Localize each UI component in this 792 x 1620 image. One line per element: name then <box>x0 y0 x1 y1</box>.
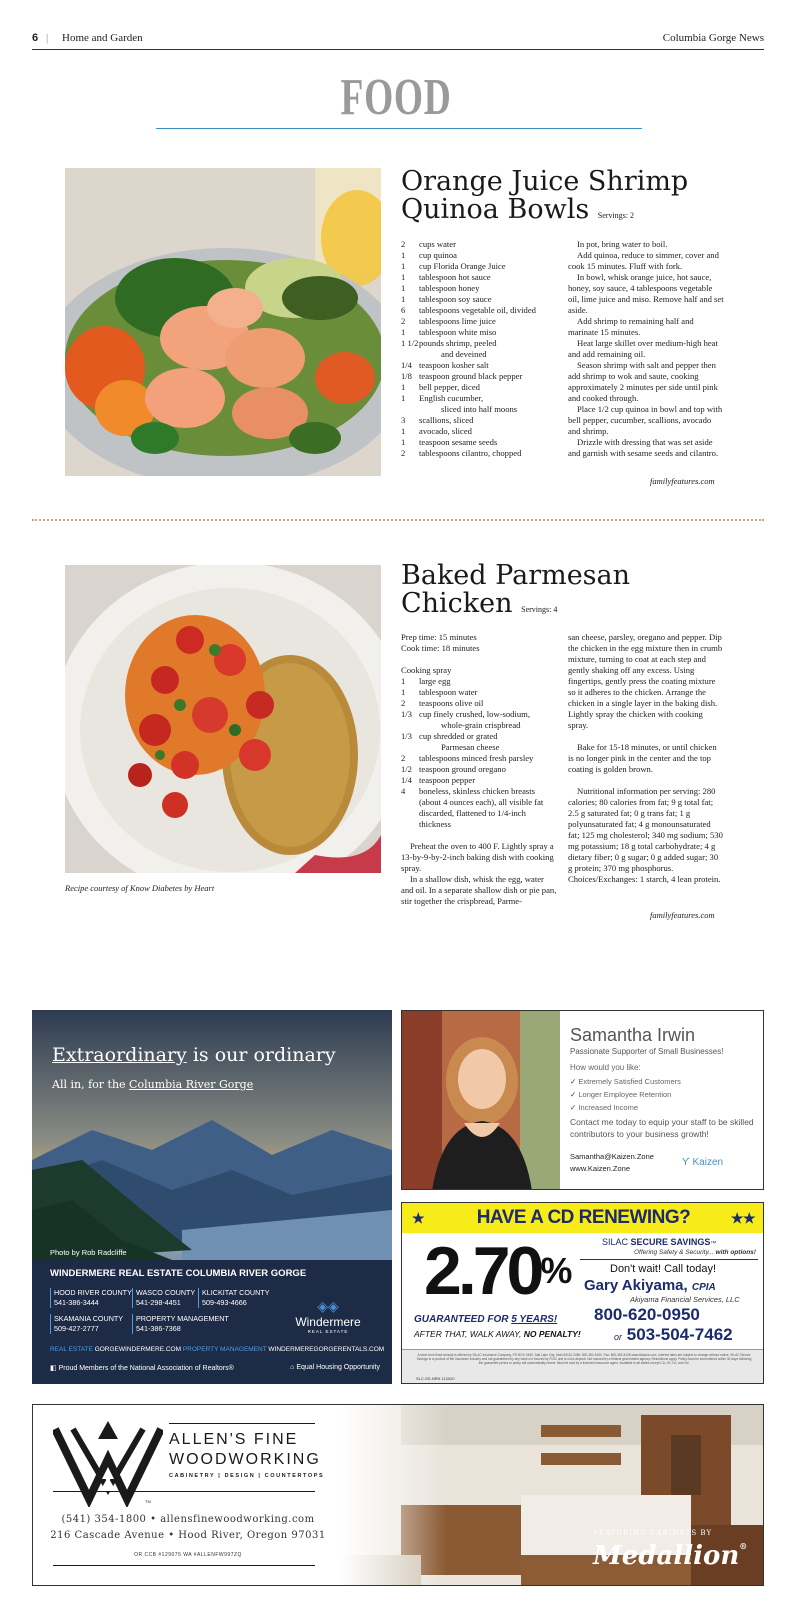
ingredient-row <box>401 797 557 808</box>
ingredient-quantity: 1 <box>401 437 406 447</box>
cd-code: SLC-SS-NRN 112020 <box>416 1376 455 1381</box>
direction-paragraph: Preheat the oven to 400 F. Lightly spray a 13-by-9-by-2-inch baking dish with cooking spray. <box>401 841 554 873</box>
ingredient-row <box>401 261 561 272</box>
ingredient-text: teaspoon sesame seeds <box>419 437 498 447</box>
ingredient-quantity <box>401 808 419 819</box>
ingredient-text: scallions, sliced <box>419 415 474 425</box>
equal-housing-icon: ⌂ <box>290 1364 295 1371</box>
bullet-item <box>570 1075 681 1088</box>
ingredient-row <box>401 338 561 349</box>
ingredient-text: Parmesan cheese <box>441 742 500 752</box>
cd-after-a: AFTER THAT, WALK AWAY, <box>414 1329 524 1339</box>
ingredient-text: teaspoon ground black pepper <box>419 371 523 381</box>
office-name: HOOD RIVER COUNTY <box>54 1288 132 1297</box>
ingredient-row <box>401 448 561 459</box>
ingredient-quantity: 2 <box>401 448 406 458</box>
checkmark-icon: ✓ <box>570 1103 579 1112</box>
office-entry <box>198 1288 270 1308</box>
office-entry <box>50 1314 123 1334</box>
ingredient-quantity: 1/3 <box>401 709 412 719</box>
direction-paragraph: Place 1/2 cup quinoa in bowl and top with bell pepper, cucumber, scallions, avocado and shrimp. <box>568 404 723 436</box>
ingredient-quantity: 6 <box>401 305 406 315</box>
silac-offer-b: with options! <box>715 1249 756 1256</box>
sam-bullets <box>570 1075 681 1114</box>
allens-woodworking-ad[interactable] <box>32 1404 764 1586</box>
office-name: WASCO COUNTY <box>136 1288 196 1297</box>
web-a-link[interactable]: GORGEWINDERMERE.COM <box>94 1346 181 1353</box>
ingredient-quantity: 1 <box>401 261 406 271</box>
cd-fine-print: A short term fixed annuity is offered by SILAC Insurance Company, PO BOX 2450, Salt Lake City, Utah 84110-2450. 800-352-5150. Fax: 800-352-5126 www.silacins.com. Interest rates are subject to change without notice. SILAC Secure Savings is a product of the insurance industry and not guaranteed by any bank nor insured by FDIC and is not a deposit. Not insured by a federal government agency. Restrictions apply. Policy must be surrendered within 30 days following the guarantee period or policy will automatically renew. Must be sold by a licensed insurance agent. Available in all states except CA, NY, NJ, and NV. <box>416 1353 752 1365</box>
allens-rule-top <box>169 1423 315 1424</box>
ingredient-quantity: 2 <box>401 239 406 249</box>
footer-realtors: Proud Members of the National Association of Realtors® <box>58 1365 234 1372</box>
ingredient-text: tablespoon white miso <box>419 327 497 337</box>
web-links <box>50 1346 384 1353</box>
web-b-label: PROPERTY MANAGEMENT <box>182 1346 267 1353</box>
ingredient-quantity: 1 <box>401 676 406 686</box>
allens-address: 216 Cascade Avenue • Hood River, Oregon 97031 <box>50 1530 326 1541</box>
recipe2-prep-time: Prep time: 15 minutes <box>401 632 477 642</box>
direction-paragraph: Bake for 15-18 minutes, or until chicken is no longer pink in the center and the top coating is golden brown. <box>568 742 717 774</box>
header-separator: | <box>46 32 49 44</box>
ingredient-row <box>401 676 557 687</box>
ingredient-text: tablespoon soy sauce <box>419 294 492 304</box>
ingredient-row <box>401 665 557 676</box>
food-section-title: FOOD <box>340 69 452 126</box>
ingredient-quantity: 1/2 <box>401 764 412 774</box>
ingredient-row <box>401 764 557 775</box>
cd-agent-name: Gary Akiyama, <box>584 1277 688 1294</box>
office-entry <box>132 1288 195 1308</box>
recipe2-credit: familyfeatures.com <box>650 910 715 920</box>
ingredient-row <box>401 687 557 698</box>
headline-extraordinary: Extraordinary <box>52 1044 187 1066</box>
recipe1-title-line2: Quinoa Bowls <box>401 194 590 225</box>
ingredient-row <box>401 775 557 786</box>
ingredient-quantity: 1 <box>401 283 406 293</box>
ingredient-text: tablespoons minced fresh parsley <box>419 753 534 763</box>
silac-offer-a: Offering Safety & Security... <box>634 1249 716 1256</box>
ingredient-row <box>401 250 561 261</box>
recipe1-ingredients <box>401 239 561 459</box>
ingredient-quantity: 1 <box>401 382 406 392</box>
cd-guaranteed-a: GUARANTEED FOR <box>414 1314 512 1325</box>
ingredient-row <box>401 698 557 709</box>
cd-call: Don't wait! Call today! <box>610 1263 717 1275</box>
ingredient-quantity: 2 <box>401 698 406 708</box>
bullet-text: Increased Income <box>578 1103 638 1112</box>
direction-paragraph: Add quinoa, reduce to simmer, cover and cook 15 minutes. Fluff with fork. <box>568 250 719 271</box>
sam-tagline: Passionate Supporter of Small Businesses! <box>570 1047 724 1056</box>
recipe2-left-column <box>401 632 557 907</box>
cd-rate-value: 2.70 <box>424 1233 541 1309</box>
ingredient-text: tablespoons lime juice <box>419 316 496 326</box>
sam-email[interactable]: Samantha@Kaizen.Zone <box>570 1152 654 1161</box>
newspaper-name: Columbia Gorge News <box>662 32 764 44</box>
ingredient-text: discarded, flattened to 1/4-inch <box>419 808 526 818</box>
ingredient-text: whole-grain crispbread <box>441 720 521 730</box>
ingredient-text: cup shredded or grated <box>419 731 498 741</box>
ingredient-quantity: 1/4 <box>401 360 412 370</box>
medallion-brand-name: Medallion <box>593 1541 740 1571</box>
page-number: 6 <box>32 32 39 44</box>
subhead-start: All in, for the <box>52 1078 130 1091</box>
company-name: WINDERMERE REAL ESTATE COLUMBIA RIVER GORGE <box>50 1268 307 1279</box>
ingredient-text: tablespoons cilantro, chopped <box>419 448 522 458</box>
windermere-footer <box>50 1364 380 1372</box>
cd-phone2[interactable]: 503-504-7462 <box>626 1325 733 1344</box>
ingredient-row <box>401 239 561 250</box>
featuring-text: FEATURING CABINETS BY <box>593 1529 713 1537</box>
ingredient-text: teaspoon pepper <box>419 775 476 785</box>
allens-license: OR CCB #129075 WA #ALLENFW997ZQ <box>134 1552 242 1558</box>
ingredient-quantity: 4 <box>401 786 406 796</box>
kaizen-logo <box>682 1157 723 1168</box>
web-b-link[interactable]: WINDERMEREGORGERENTALS.COM <box>268 1346 385 1353</box>
ingredient-row <box>401 720 557 731</box>
cd-headline: HAVE A CD RENEWING? <box>476 1207 691 1228</box>
ingredient-text: teaspoon ground oregano <box>419 764 506 774</box>
ingredient-text: Cooking spray <box>401 665 452 675</box>
section-name: Home and Garden <box>62 32 143 44</box>
windermere-headline <box>52 1044 336 1066</box>
checkmark-icon: ✓ <box>570 1090 579 1099</box>
ingredient-text: avocado, sliced <box>419 426 472 436</box>
recipe2-title <box>401 562 761 624</box>
ingredient-quantity <box>401 720 419 731</box>
cd-agency: Akiyama Financial Services, LLC <box>630 1295 740 1304</box>
ingredient-quantity <box>401 742 419 753</box>
ingredient-text: pounds shrimp, peeled <box>419 338 497 348</box>
ingredient-row <box>401 272 561 283</box>
allens-services: CABINETRY | DESIGN | COUNTERTOPS <box>169 1473 325 1479</box>
ingredient-quantity: 2 <box>401 753 406 763</box>
direction-paragraph: Nutritional information per serving: 280 calories; 80 calories from fat; 9 g total fat; 2.5 g saturated fat; 0 g trans fat; 1 g polyunsaturated fat; 4 g monounsaturated fat; 125 mg cholesterol; 340 mg sodium; 530 mg potassium; 18 g total carbohydrate; 4 g dietary fiber; 0 g sugar; 0 g added sugar; 30 g protein; 370 mg phosphorus. Choices/Exchanges: 1 starch, 4 lean protein. <box>568 786 723 884</box>
footer-equal-housing: Equal Housing Opportunity <box>296 1364 380 1371</box>
ingredient-row <box>401 283 561 294</box>
direction-paragraph: Season shrimp with salt and pepper then add shrimp to wok and saute, cooking approximately 2 minutes per side until pink and cooked through. <box>568 360 718 403</box>
ingredient-quantity: 1/3 <box>401 731 412 741</box>
ingredient-quantity: 2 <box>401 316 406 326</box>
ingredient-row <box>401 753 557 764</box>
logo-sub: REAL ESTATE <box>307 1329 349 1334</box>
ingredient-row <box>401 382 561 393</box>
direction-paragraph: In pot, bring water to boil. <box>577 239 668 249</box>
section-rule <box>156 128 642 129</box>
allens-tm: TM <box>145 1499 151 1504</box>
dotted-divider <box>32 519 764 521</box>
ingredient-text: (about 4 ounces each), all visible fat <box>419 797 544 807</box>
recipe2-courtesy: Recipe courtesy of Know Diabetes by Heart <box>65 883 215 893</box>
ingredient-row <box>401 305 561 316</box>
cd-guaranteed <box>414 1314 557 1325</box>
ingredient-quantity <box>401 349 419 360</box>
cd-headline-bar <box>402 1203 764 1233</box>
office-phone[interactable]: 541-386-3444 <box>54 1298 99 1307</box>
bullet-text: Extremely Satisfied Customers <box>578 1077 681 1086</box>
recipe2-cook-time: Cook time: 18 minutes <box>401 643 480 653</box>
silac-brand-a: SILAC <box>602 1237 631 1247</box>
recipe1-directions <box>568 239 724 459</box>
direction-paragraph: Add shrimp to remaining half and marinate 15 minutes. <box>568 316 694 337</box>
ingredient-text: English cucumber, <box>419 393 484 403</box>
windermere-subhead <box>52 1078 253 1091</box>
ingredient-text: tablespoon honey <box>419 283 480 293</box>
ingredient-quantity: 1 <box>401 294 406 304</box>
bullet-text: Longer Employee Retention <box>578 1090 672 1099</box>
office-entry <box>50 1288 132 1308</box>
ingredient-quantity <box>401 404 419 415</box>
recipe2-title-line1: Baked Parmesan <box>401 560 631 591</box>
ingredient-row <box>401 371 561 382</box>
bullet-item <box>570 1088 681 1101</box>
cd-phone1[interactable]: 800-620-0950 <box>594 1305 700 1324</box>
cd-guaranteed-b: 5 YEARS! <box>511 1314 558 1325</box>
star-icon-right: ★★ <box>730 1210 755 1226</box>
windermere-w-icon: ◈◈ <box>317 1298 339 1314</box>
parmesan-chicken-photo <box>65 565 381 873</box>
windermere-ad[interactable] <box>32 1010 392 1384</box>
checkmark-icon: ✓ <box>570 1077 579 1086</box>
ingredient-quantity: 1 <box>401 687 406 697</box>
ingredient-text: bell pepper, diced <box>419 382 480 392</box>
ingredient-row <box>401 393 561 404</box>
headline-rest: is our ordinary <box>186 1044 336 1066</box>
ingredient-row <box>401 349 561 360</box>
subhead-gorge-link[interactable]: Columbia River Gorge <box>129 1078 254 1091</box>
samantha-portrait <box>402 1011 560 1190</box>
ingredient-row <box>401 808 557 819</box>
recipe1-title-line1: Orange Juice Shrimp <box>401 166 689 197</box>
page-header <box>32 32 764 50</box>
direction-paragraph: Heat large skillet over medium-high heat and add remaining oil. <box>568 338 718 359</box>
office-phone[interactable]: 509-493-4666 <box>202 1298 247 1307</box>
recipe2-directions-left <box>401 841 557 907</box>
ingredient-row <box>401 786 557 797</box>
recipe2-servings: Servings: 4 <box>521 605 558 614</box>
ingredient-text: teaspoon kosher salt <box>419 360 489 370</box>
allens-dot: • <box>150 1514 157 1525</box>
ingredient-row <box>401 327 561 338</box>
shrimp-bowl-photo <box>65 168 381 476</box>
allens-web[interactable]: allensfinewoodworking.com <box>160 1514 315 1525</box>
photo-credit: Photo by Rob Radcliffe <box>50 1248 127 1257</box>
silac-brand-b: SECURE SAVINGS <box>630 1237 711 1247</box>
cd-agent <box>584 1277 716 1294</box>
ingredient-text: teaspoons olive oil <box>419 698 484 708</box>
ingredient-row <box>401 294 561 305</box>
bullet-item <box>570 1101 681 1114</box>
recipe1-title <box>401 168 761 230</box>
ingredient-text: sliced into half moons <box>441 404 518 414</box>
cd-after <box>414 1329 581 1339</box>
ingredient-row <box>401 316 561 327</box>
recipe1-servings: Servings: 2 <box>597 211 635 220</box>
logo-text: Windermere <box>295 1315 361 1329</box>
allens-name-line1: ALLEN'S FINE <box>169 1431 299 1448</box>
office-name: SKAMANIA COUNTY <box>54 1314 124 1323</box>
ingredient-quantity: 1 <box>401 250 406 260</box>
ingredient-quantity <box>401 797 419 808</box>
ingredient-quantity: 1 <box>401 393 406 403</box>
medallion-reg: ® <box>739 1541 748 1551</box>
ingredient-text: cup quinoa <box>419 250 457 260</box>
kaizen-samantha-ad[interactable] <box>401 1010 764 1190</box>
allens-logo <box>53 1419 163 1507</box>
direction-paragraph: Drizzle with dressing that was set aside and garnish with sesame seeds and cilantro. <box>568 437 719 458</box>
ingredient-text: large egg <box>419 676 451 686</box>
ingredient-row <box>401 709 557 720</box>
silac-cd-ad[interactable] <box>401 1202 764 1384</box>
allens-rule-foot <box>53 1565 315 1566</box>
silac-brand <box>602 1237 716 1247</box>
direction-paragraph: san cheese, parsley, oregano and pepper. Dip the chicken in the egg mixture then in crumb mixture, turning to coat at each step and gently shaking off any excess. Using fingertips, gently press the coating mixture so it adheres to the chicken. Arrange the chicken in a single layer in the baking dish. Lightly spray the chicken with cooking spray. <box>568 632 723 730</box>
recipe2-directions-right <box>568 632 724 885</box>
direction-paragraph: In bowl, whisk orange juice, hot sauce, honey, soy sauce, 4 tablespoons vegetable oil, lime juice and miso. Remove half and set aside. <box>568 272 724 315</box>
office-entry <box>132 1314 229 1334</box>
chicken-plate-image <box>65 565 381 873</box>
kaizen-logo-text: Kaizen <box>692 1157 724 1168</box>
ingredient-text: cups water <box>419 239 456 249</box>
ingredient-row <box>401 360 561 371</box>
ingredient-row <box>401 415 561 426</box>
office-phone[interactable]: 509-427-2777 <box>54 1324 99 1333</box>
ingredient-text: tablespoon water <box>419 687 478 697</box>
cd-agent-cred: CPIA <box>691 1282 716 1293</box>
office-phone[interactable]: 541-298-4451 <box>136 1298 181 1307</box>
ingredient-quantity: 1 1/2 <box>401 338 419 348</box>
recipe1-credit: familyfeatures.com <box>650 476 715 486</box>
sam-pitch: Contact me today to equip your staff to be skilled contributors to your business growth! <box>570 1117 754 1139</box>
ingredient-row <box>401 819 557 830</box>
sam-web[interactable]: www.Kaizen.Zone <box>570 1164 631 1173</box>
ingredient-row <box>401 404 561 415</box>
ingredient-text: tablespoon hot sauce <box>419 272 491 282</box>
ingredient-quantity: 1/8 <box>401 371 412 381</box>
allens-contact <box>33 1514 343 1525</box>
sam-name: Samantha Irwin <box>570 1025 696 1045</box>
cd-fine-print-box <box>402 1349 764 1384</box>
star-icon-left: ★ <box>412 1210 425 1226</box>
office-name: KLICKITAT COUNTY <box>202 1288 270 1297</box>
silac-tm: ™ <box>710 1241 717 1247</box>
ingredient-text: tablespoons vegetable oil, divided <box>419 305 536 315</box>
office-phone[interactable]: 541-386-7368 <box>136 1324 181 1333</box>
ingredient-row <box>401 437 561 448</box>
allens-name-line2: WOODWORKING <box>169 1451 321 1468</box>
cd-after-b: NO PENALTY! <box>523 1329 581 1339</box>
allens-phone[interactable]: (541) 354-1800 <box>61 1514 147 1525</box>
cd-divider <box>580 1259 758 1260</box>
ingredient-quantity <box>401 819 419 830</box>
ingredient-text: thickness <box>419 819 451 829</box>
cd-rate-pct: % <box>540 1250 569 1291</box>
medallion-brand <box>593 1541 747 1571</box>
windermere-info-panel <box>46 1262 385 1358</box>
direction-paragraph: In a shallow dish, whisk the egg, water and oil. In a separate shallow dish or pie pan, stir together the crispbread, Parme- <box>401 874 557 906</box>
recipe2-title-line2: Chicken <box>401 588 513 619</box>
recipe2-ingredients <box>401 665 557 830</box>
silac-offer <box>634 1249 756 1256</box>
ingredient-quantity: 1 <box>401 426 406 436</box>
web-a-label: REAL ESTATE <box>50 1346 93 1353</box>
ingredient-text: and deveined <box>441 349 487 359</box>
cd-phone2-row <box>614 1325 733 1345</box>
ingredient-row <box>401 426 561 437</box>
ingredient-quantity: 1 <box>401 327 406 337</box>
allens-aw-logo-icon <box>53 1419 163 1507</box>
kaizen-mark-icon: ϒ <box>682 1157 690 1168</box>
shrimp-bowl-image <box>65 168 381 476</box>
ingredient-quantity: 3 <box>401 415 406 425</box>
ingredient-quantity: 1/4 <box>401 775 412 785</box>
ingredient-quantity: 1 <box>401 272 406 282</box>
sam-question: How would you like: <box>570 1063 641 1072</box>
cd-or: or <box>614 1332 623 1342</box>
ingredient-text: cup finely crushed, low-sodium, <box>419 709 530 719</box>
cd-rate <box>424 1235 568 1307</box>
ingredient-text: cup Florida Orange Juice <box>419 261 506 271</box>
ingredient-row <box>401 731 557 742</box>
ingredient-row <box>401 742 557 753</box>
allens-rule-bottom <box>53 1491 315 1492</box>
ingredient-text: boneless, skinless chicken breasts <box>419 786 535 796</box>
realtor-icon: ◧ <box>50 1365 57 1372</box>
windermere-logo <box>288 1298 368 1334</box>
office-name: PROPERTY MANAGEMENT <box>136 1314 229 1323</box>
